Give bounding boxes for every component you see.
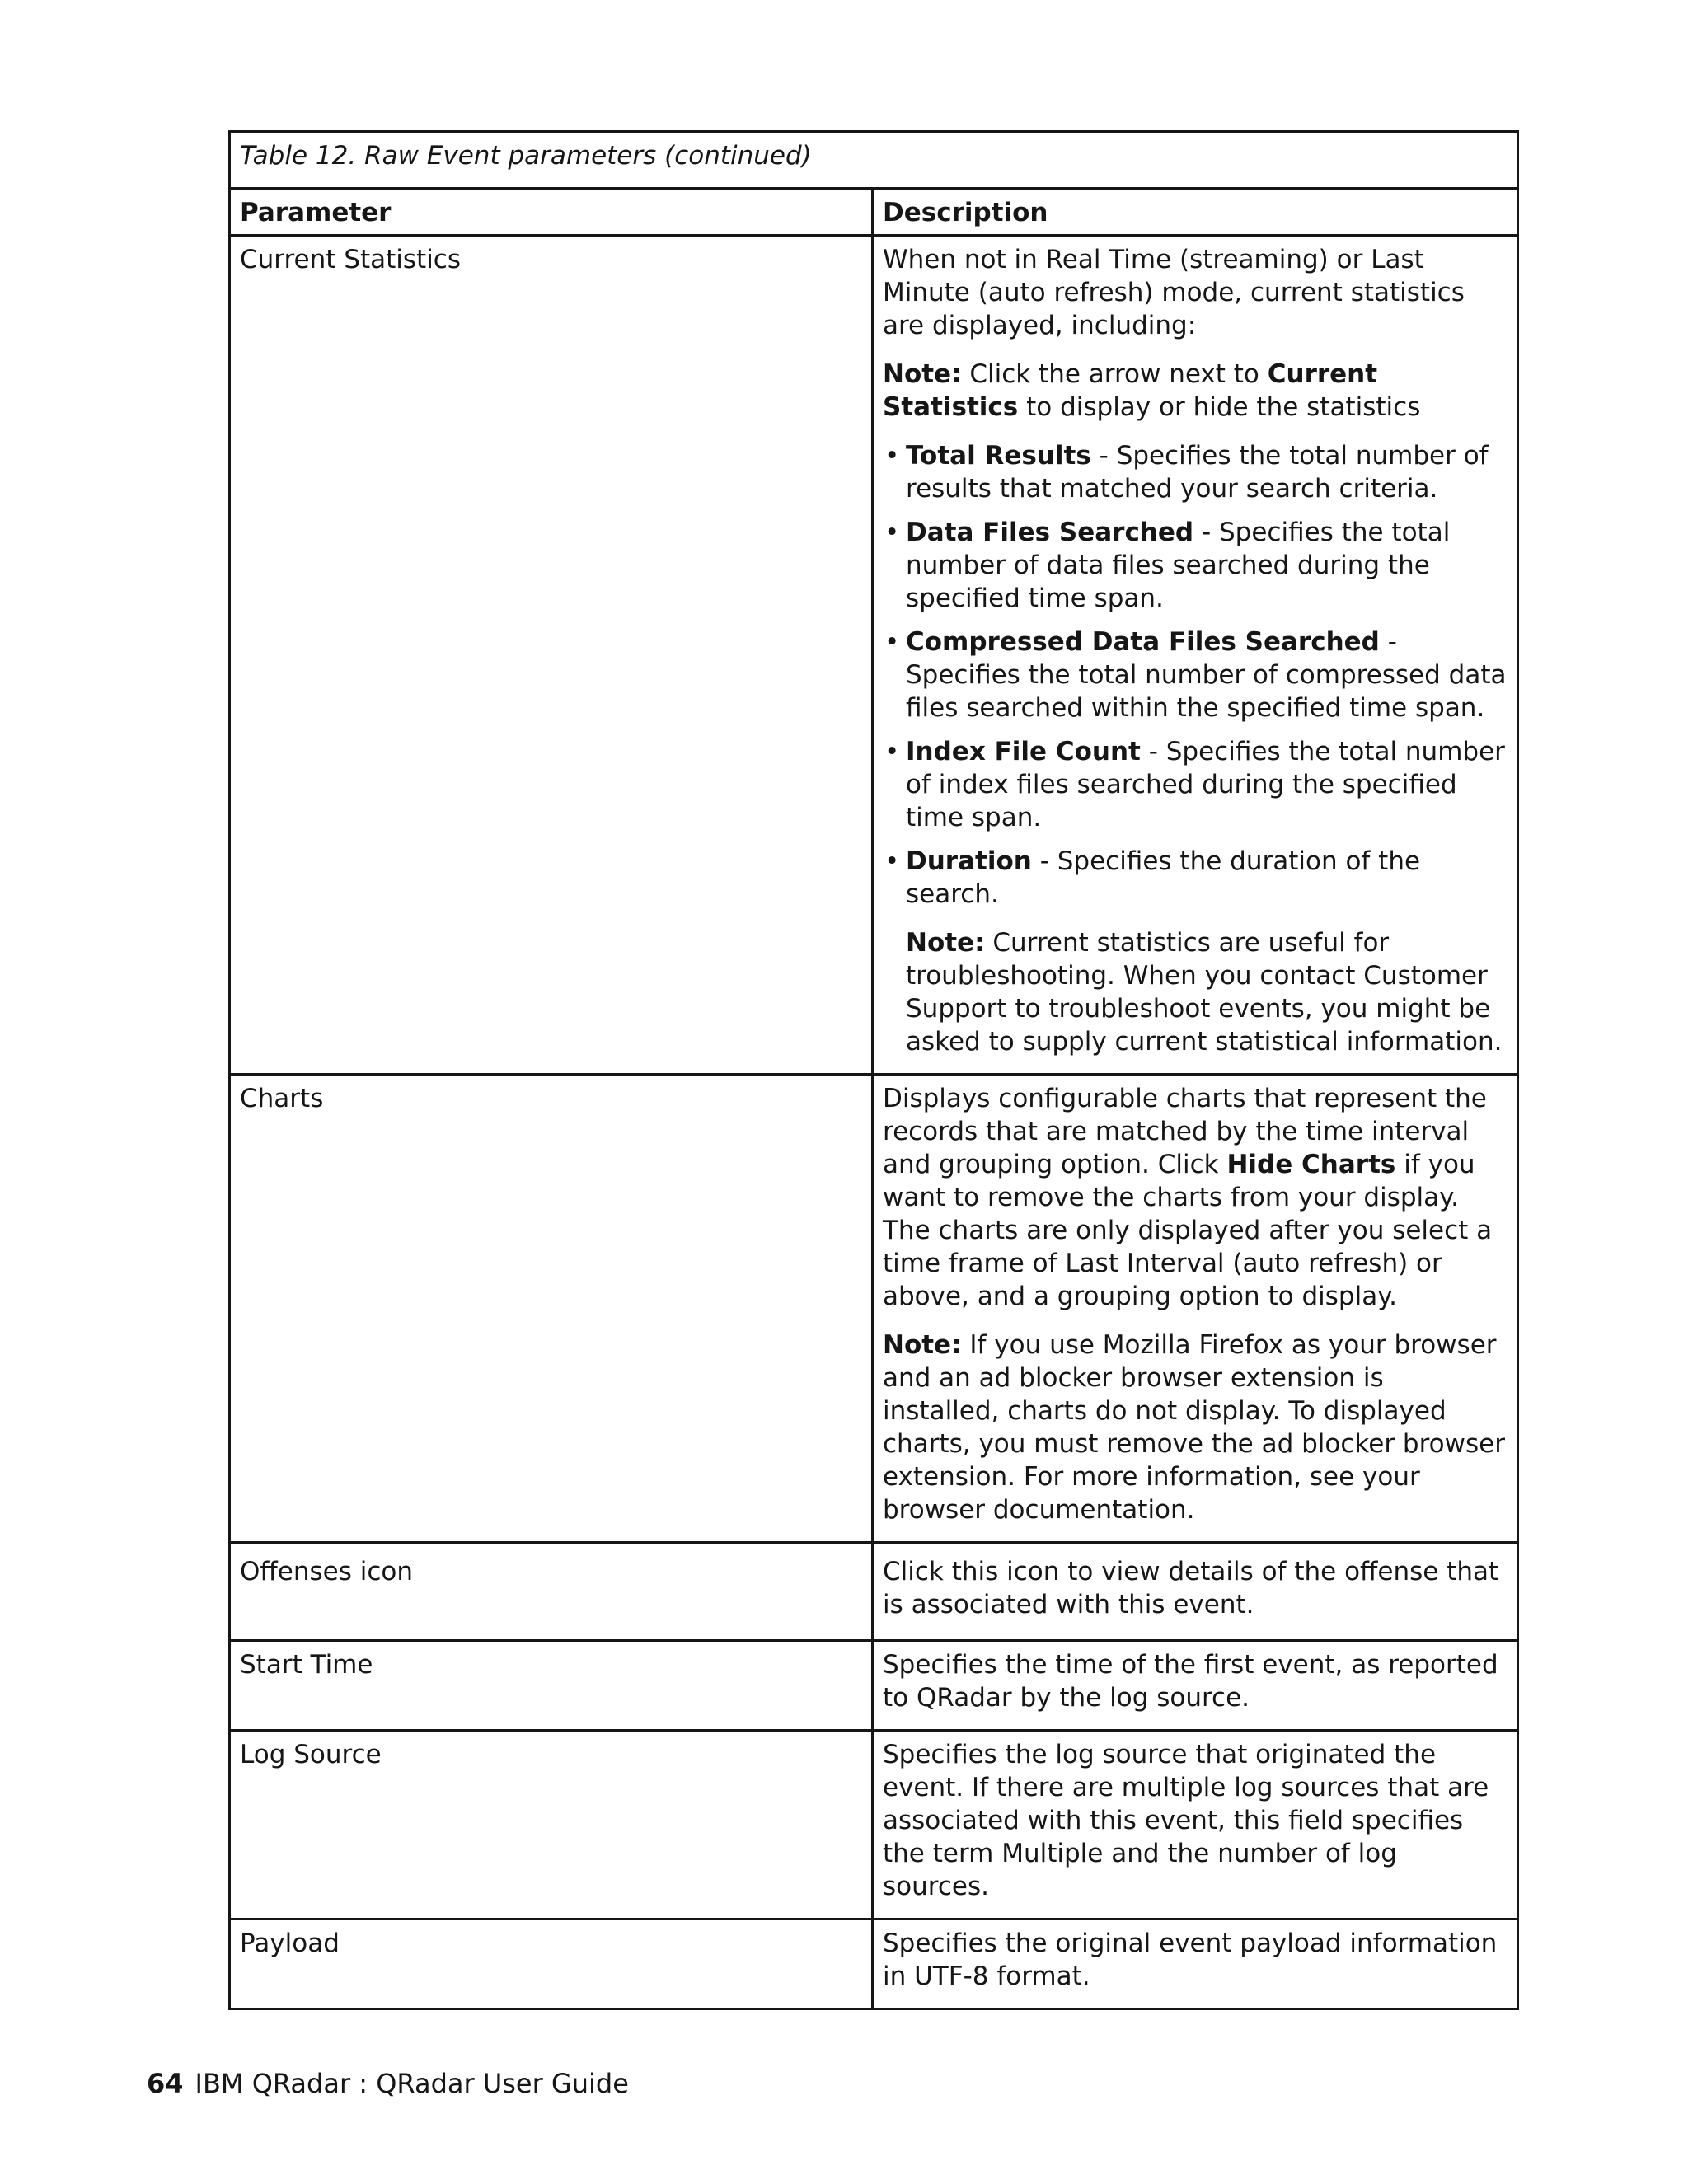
- table-row: [230, 1919, 1518, 2009]
- page-number: 64: [147, 2068, 184, 2099]
- list-item: [883, 626, 1507, 724]
- note-label: Note:: [883, 1330, 962, 1360]
- param-current-statistics: Current Statistics: [230, 236, 873, 1075]
- inner-note: [883, 926, 1507, 1058]
- note-label: Note:: [906, 928, 985, 958]
- list-item: [883, 439, 1507, 505]
- raw-event-parameters-table: [228, 130, 1519, 2010]
- list-item-text: - Specifies the total number of results that matched your search criteria.: [906, 441, 1489, 504]
- document-title: IBM QRadar : QRadar User Guide: [195, 2068, 629, 2099]
- param-payload: Payload: [230, 1919, 873, 2009]
- desc-offenses-icon: Click this icon to view details of the offense that is associated with this event.: [873, 1543, 1518, 1641]
- param-offenses-icon: Offenses icon: [230, 1543, 873, 1641]
- list-item: [883, 516, 1507, 615]
- param-start-time: Start Time: [230, 1641, 873, 1731]
- bullet-icon: •: [884, 846, 900, 876]
- table-row: [230, 1075, 1518, 1543]
- table-row: [230, 1731, 1518, 1919]
- list-item-term: Total Results: [906, 441, 1091, 471]
- note-text: Current statistics are useful for troubleshooting. When you contact Customer Support to troubleshoot events, you might be asked to supply current statistical information.: [906, 928, 1503, 1057]
- desc-term: Hide Charts: [1226, 1150, 1396, 1179]
- note-text: If you use Mozilla Firefox as your browser and an ad blocker browser extension is installed, charts do not display. To displayed charts, you must remove the ad blocker browser extension. For more information, see your browser documentation.: [883, 1330, 1505, 1525]
- column-header-parameter: Parameter: [230, 189, 873, 236]
- table-header-row: [230, 189, 1518, 236]
- desc-log-source: Specifies the log source that originated the event. If there are multiple log sources that are associated with this event, this field specifies the term Multiple and the number of log sources.: [873, 1731, 1518, 1919]
- note-text-pre: Click the arrow next to: [969, 359, 1259, 389]
- list-item: [883, 845, 1507, 911]
- desc-paragraph: [883, 1082, 1507, 1313]
- desc-start-time: Specifies the time of the first event, as reported to QRadar by the log source.: [873, 1641, 1518, 1731]
- note-term: Current Statistics: [883, 359, 1378, 422]
- bullet-icon: •: [884, 518, 900, 547]
- param-charts: Charts: [230, 1075, 873, 1543]
- column-header-description: Description: [873, 189, 1518, 236]
- statistics-list: [883, 439, 1507, 911]
- list-item-text: - Specifies the total number of index files searched during the specified time span.: [906, 737, 1505, 832]
- table-row: [230, 236, 1518, 1075]
- bullet-icon: •: [884, 627, 900, 657]
- note-paragraph: [883, 1329, 1507, 1526]
- bullet-icon: •: [884, 737, 900, 766]
- table-row: [230, 1641, 1518, 1731]
- table-caption-row: [230, 132, 1518, 189]
- desc-text-post: if you want to remove the charts from your display. The charts are only displayed after you select a time frame of Last Interval (auto refresh) or above, and a grouping option to display.: [883, 1150, 1493, 1311]
- list-item-term: Data Files Searched: [906, 518, 1194, 547]
- list-item-term: Duration: [906, 846, 1032, 876]
- desc-payload: Specifies the original event payload information in UTF-8 format.: [873, 1919, 1518, 2009]
- list-item-text: - Specifies the total number of data files searched during the specified time span.: [906, 518, 1451, 613]
- list-item-term: Index File Count: [906, 737, 1141, 766]
- table-row: [230, 1543, 1518, 1641]
- desc-text-pre: Displays configurable charts that represent the records that are matched by the time interval and grouping option. Click: [883, 1084, 1487, 1179]
- note-text-post: to display or hide the statistics: [1026, 392, 1421, 422]
- bullet-icon: •: [884, 441, 900, 471]
- desc-intro: When not in Real Time (streaming) or Last Minute (auto refresh) mode, current statistics are displayed, including:: [883, 245, 1465, 340]
- list-item: [883, 735, 1507, 834]
- desc-charts: [873, 1075, 1518, 1543]
- list-item-text: - Specifies the total number of compressed data files searched within the specified time span.: [906, 627, 1507, 723]
- list-item-term: Compressed Data Files Searched: [906, 627, 1380, 657]
- desc-current-statistics: [873, 236, 1518, 1075]
- note-label: Note:: [883, 359, 962, 389]
- table-caption: Table 12. Raw Event parameters (continued): [230, 132, 1518, 189]
- note-paragraph: [883, 358, 1507, 424]
- param-log-source: Log Source: [230, 1731, 873, 1919]
- page-footer: [147, 2067, 629, 2100]
- list-item-text: - Specifies the duration of the search.: [906, 846, 1421, 909]
